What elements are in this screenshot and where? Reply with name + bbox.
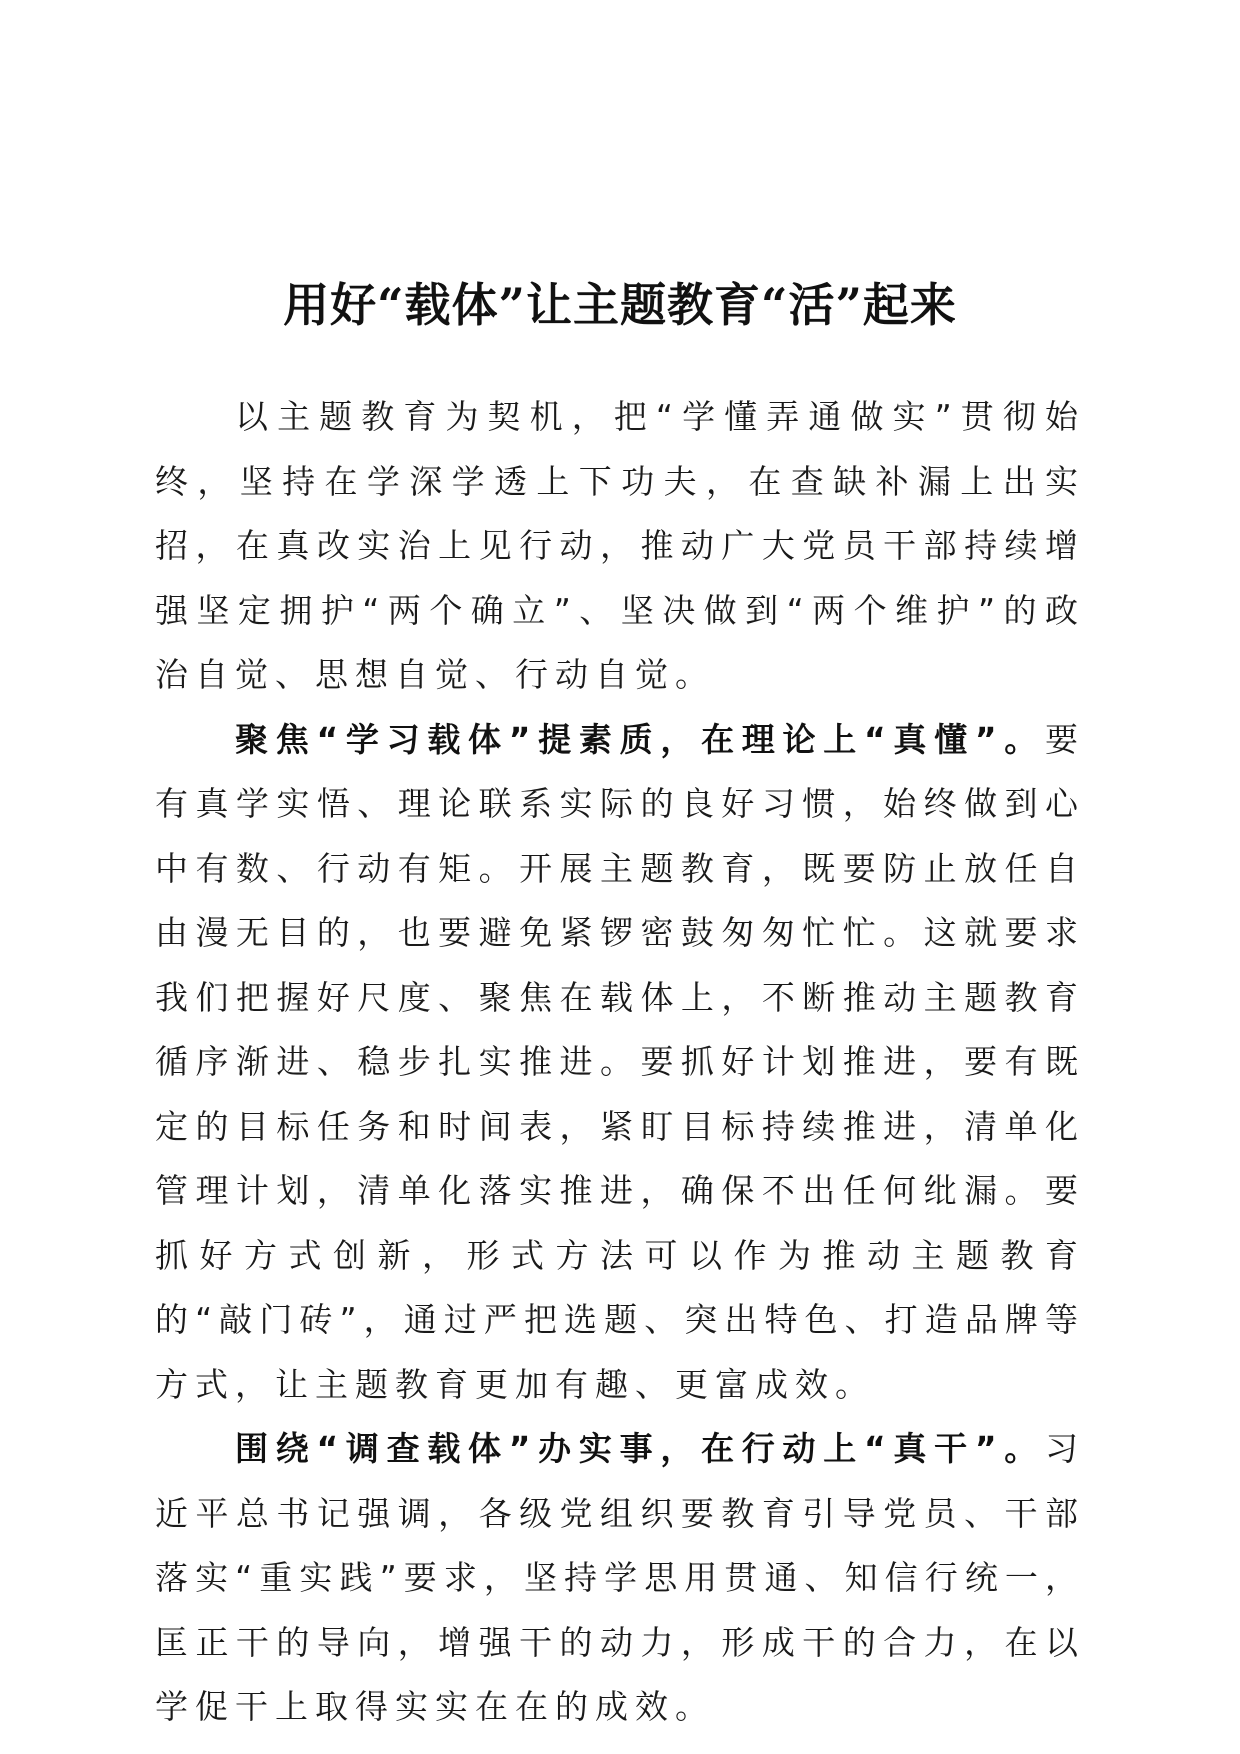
paragraph-lead: 围绕“调查载体”办实事，在行动上“真干”。 [235,1429,1045,1468]
document-body [155,385,1085,1740]
paragraph-text: 要有真学实悟、理论联系实际的良好习惯，始终做到心中有数、行动有矩。开展主题教育，既要防止放任自由漫无目的，也要避免紧锣密鼓匆匆忙忙。这就要求我们把握好尺度、聚焦在载体上，不断推动主题教育循序渐进、稳步扎实推进。要抓好计划推进，要有既定的目标任务和时间表，紧盯目标持续推进，清单化管理计划，清单化落实推进，确保不出任何纰漏。要抓好方式创新，形式方法可以作为推动主题教育的“敲门砖”，通过严把选题、突出特色、打造品牌等方式，让主题教育更加有趣、更富成效。 [155,719,1085,1404]
paragraph-text: 以主题教育为契机，把“学懂弄通做实”贯彻始终，坚持在学深学透上下功夫，在查缺补漏上出实招，在真改实治上见行动，推动广大党员干部持续增强坚定拥护“两个确立”、坚决做到“两个维护”的政治自觉、思想自觉、行动自觉。 [155,397,1085,694]
document-title: 用好“载体”让主题教育“活”起来 [283,277,957,332]
paragraph-text: 习近平总书记强调，各级党组织要教育引导党员、干部落实“重实践”要求，坚持学思用贯通、知信行统一，匡正干的导向，增强干的动力，形成干的合力，在以学促干上取得实实在在的成效。 [155,1429,1085,1726]
paragraph-study-carrier [155,708,1085,1418]
paragraph-lead: 聚焦“学习载体”提素质，在理论上“真懂”。 [235,719,1045,759]
paragraph-research-carrier [155,1417,1085,1740]
paragraph-intro [155,385,1085,708]
